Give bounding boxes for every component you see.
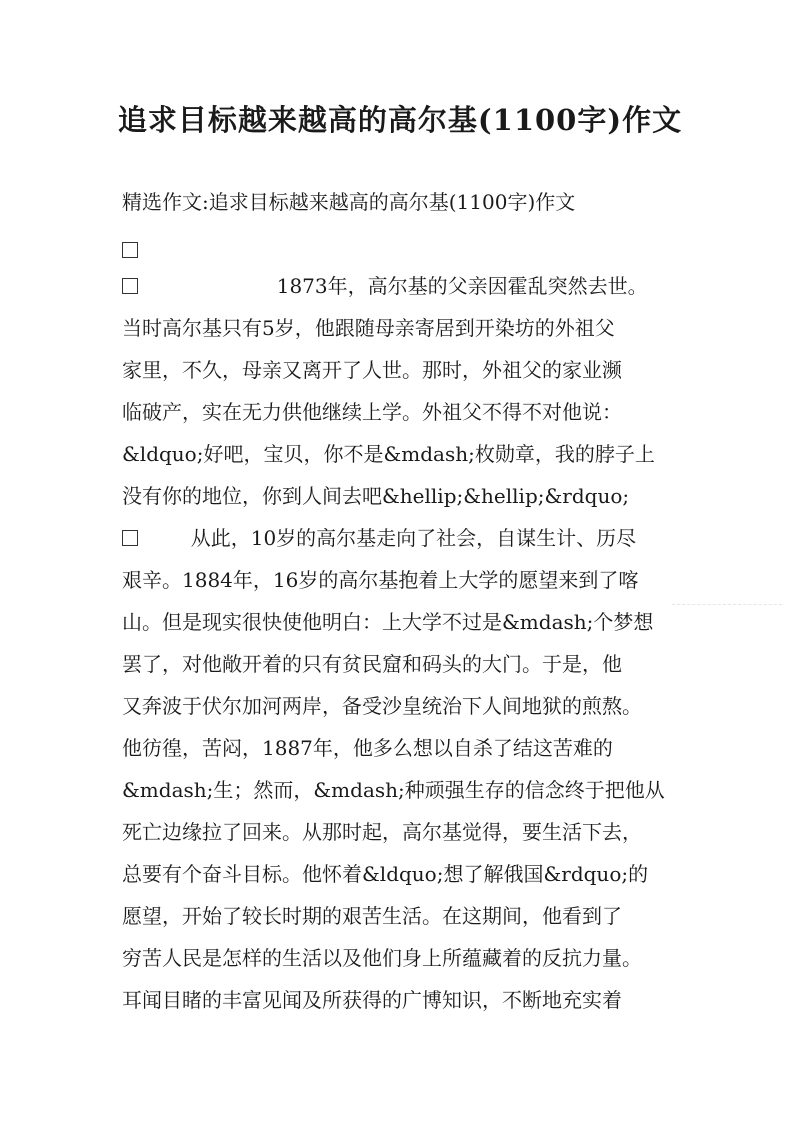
- paragraph-line: 罢了，对他敞开着的只有贫民窟和码头的大门。于是，他: [122, 652, 622, 676]
- page-title: 追求目标越来越高的高尔基(1100字)作文: [117, 103, 683, 137]
- paragraph-line: 临破产，实在无力供他继续上学。外祖父不得不对他说：: [122, 400, 622, 424]
- paragraph-line: 耳闻目睹的丰富见闻及所获得的广博知识，不断地充实着: [122, 988, 622, 1012]
- paragraph-line: 山。但是现实很快使他明白：上大学不过是&mdash;个梦想: [122, 610, 654, 634]
- paragraph-line: [122, 520, 702, 556]
- paragraph-line: 当时高尔基只有5岁，他跟随母亲寄居到开染坊的外祖父: [122, 316, 615, 340]
- paragraph-line: 艰辛。1884年，16岁的高尔基抱着上大学的愿望来到了喀: [122, 568, 639, 592]
- paragraph-line: &mdash;生；然而，&mdash;种顽强生存的信念终于把他从: [122, 778, 665, 802]
- paragraph-line: 又奔波于伏尔加河两岸，备受沙皇统治下人间地狱的煎熬。: [122, 694, 642, 718]
- paragraph-line: 家里，不久，母亲又离开了人世。那时，外祖父的家业濒: [122, 358, 622, 382]
- faint-divider: [672, 604, 782, 605]
- paragraph-line: 总要有个奋斗目标。他怀着&ldquo;想了解俄国&rdquo;的: [122, 862, 649, 886]
- paragraph-line: 他彷徨，苦闷，1887年，他多么想以自杀了结这苦难的: [122, 736, 613, 760]
- paragraph-line: 没有你的地位，你到人间去吧&hellip;&hellip;&rdquo;: [122, 484, 630, 508]
- checkbox-placeholder-icon: [122, 530, 138, 546]
- placeholder-line: [122, 232, 702, 268]
- paragraph-line: 穷苦人民是怎样的生活以及他们身上所蕴藏着的反抗力量。: [122, 946, 642, 970]
- paragraph-line: 愿望，开始了较长时期的艰苦生活。在这期间，他看到了: [122, 904, 622, 928]
- paragraph-line: [122, 268, 702, 304]
- checkbox-placeholder-icon: [122, 242, 138, 258]
- paragraph-text: 从此，10岁的高尔基走向了社会，自谋生计、历尽: [190, 526, 637, 550]
- subtitle: 精选作文:追求目标越来越高的高尔基(1100字)作文: [122, 190, 576, 214]
- checkbox-placeholder-icon: [122, 278, 138, 294]
- paragraph-line: 死亡边缘拉了回来。从那时起，高尔基觉得，要生活下去，: [122, 820, 642, 844]
- paragraph-line: &ldquo;好吧，宝贝，你不是&mdash;枚勋章，我的脖子上: [122, 442, 655, 466]
- paragraph-text: 1873年，高尔基的父亲因霍乱突然去世。: [276, 274, 648, 298]
